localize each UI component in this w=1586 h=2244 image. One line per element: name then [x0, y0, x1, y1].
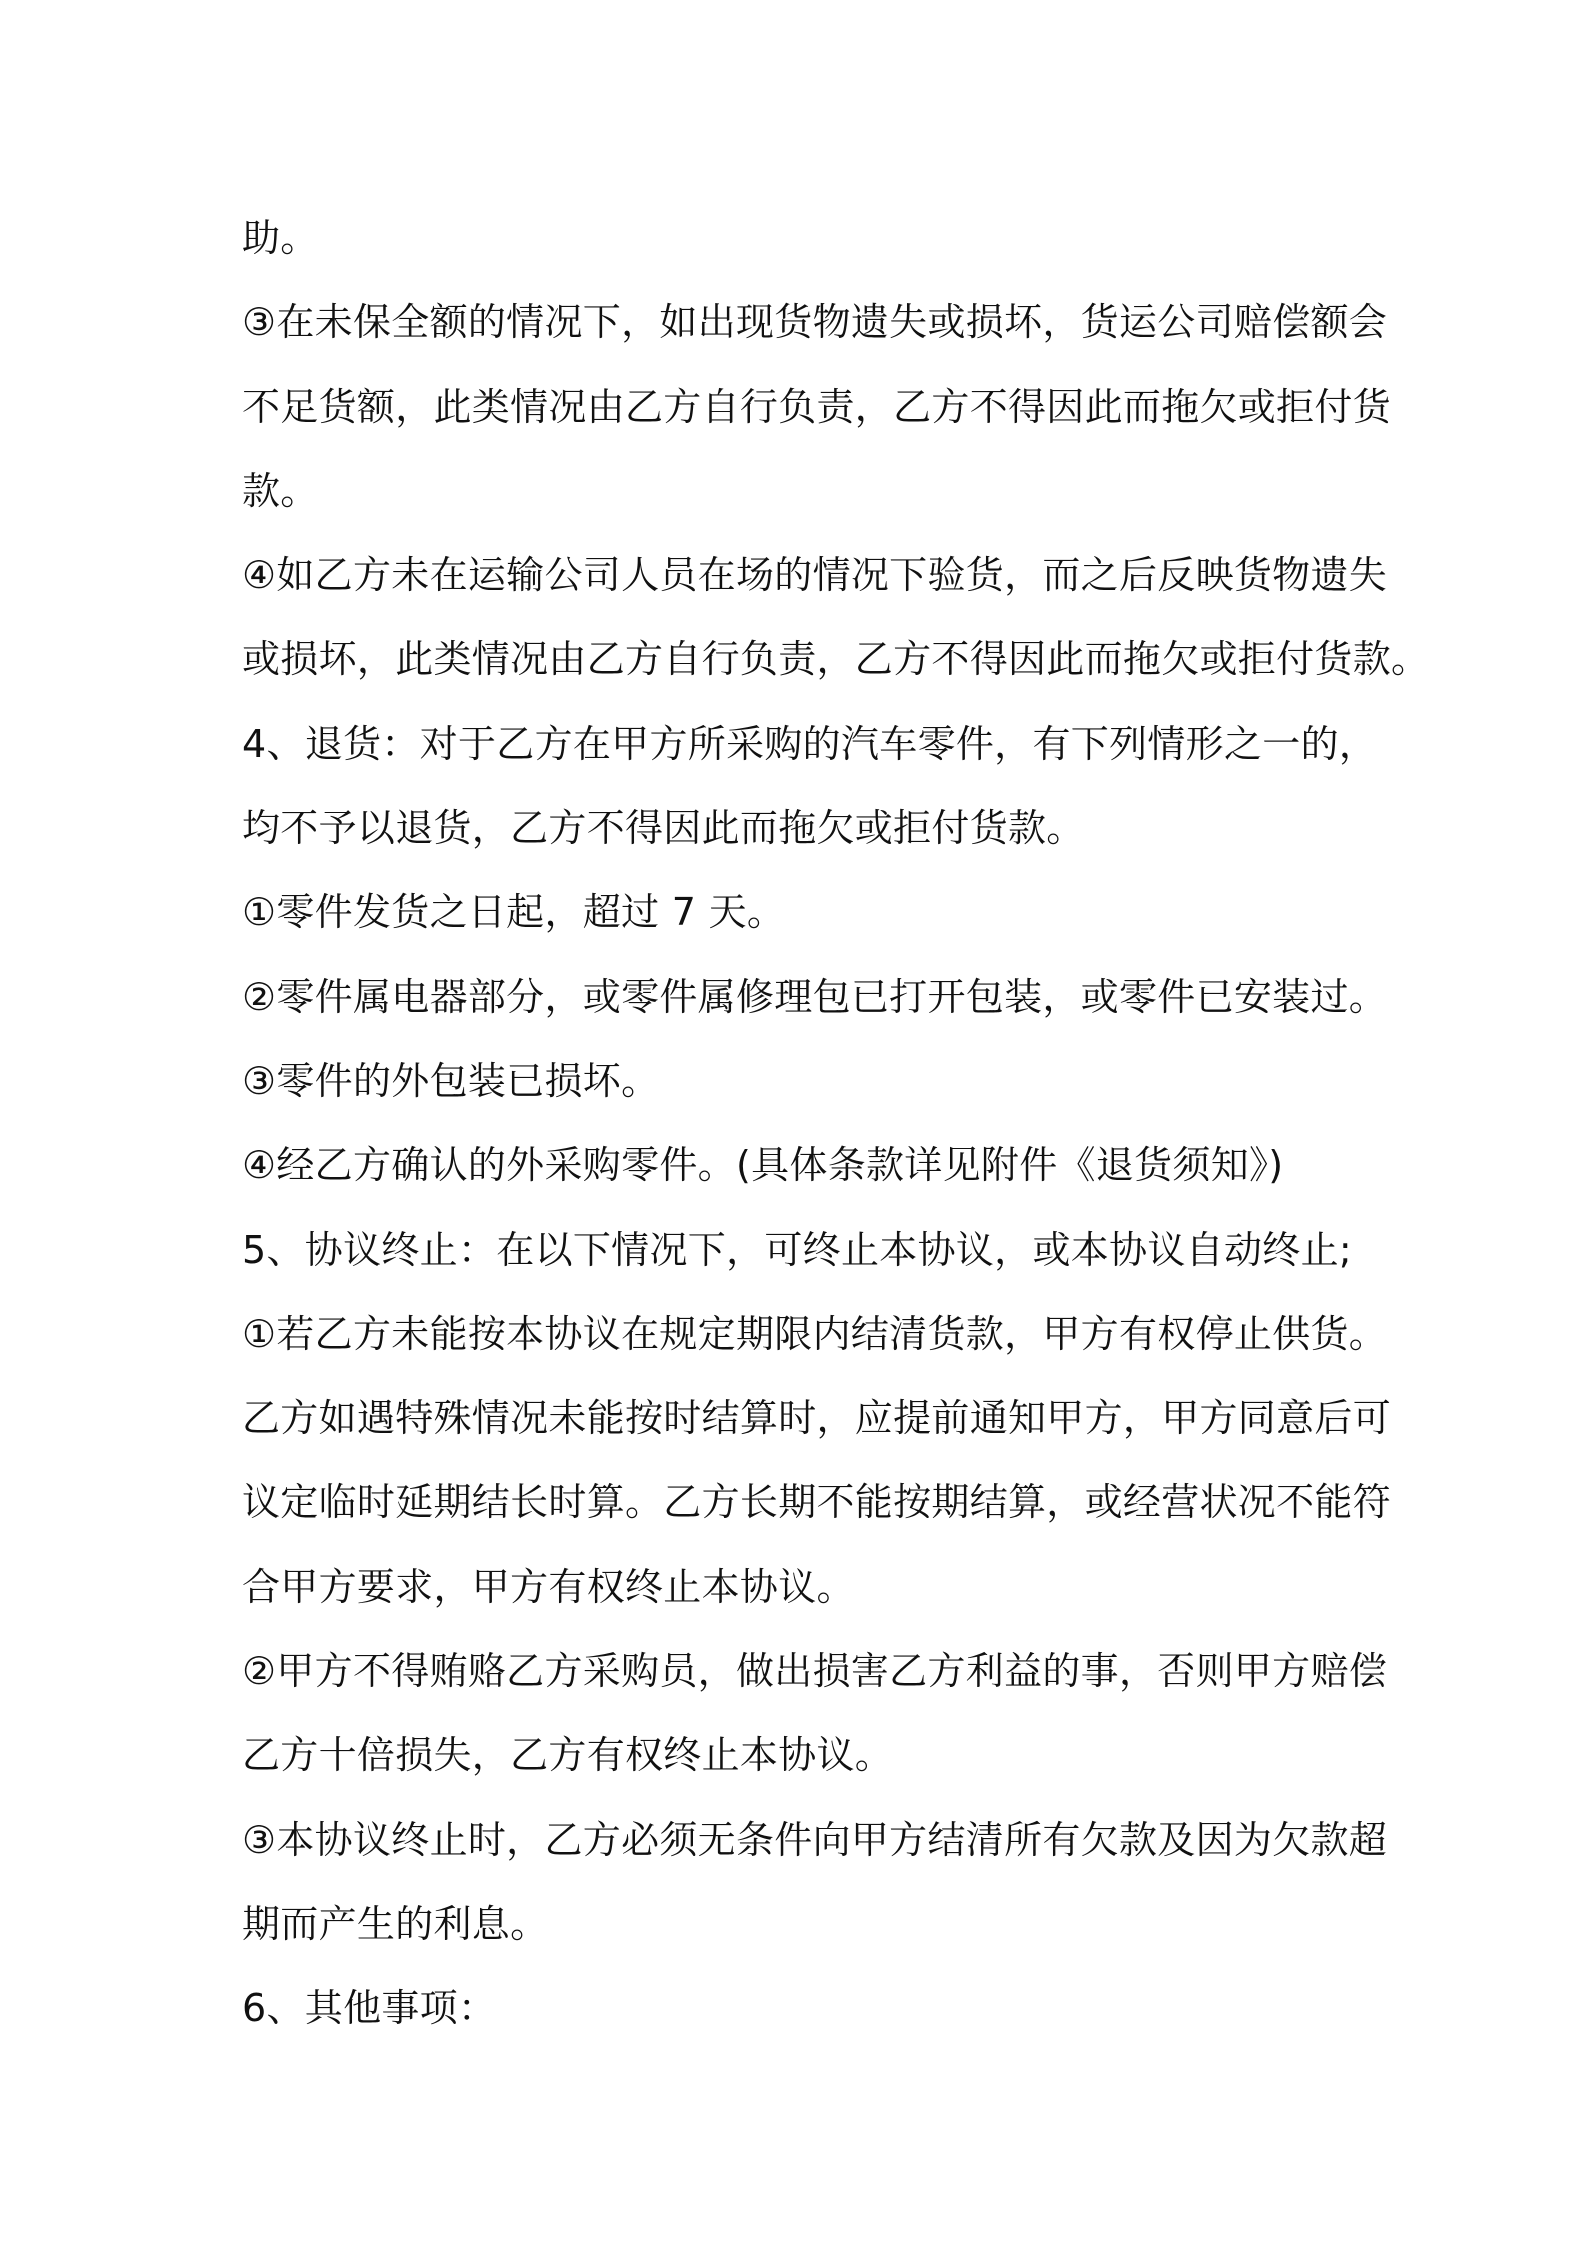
text-line: 助。	[242, 216, 319, 260]
text-line: 不足货额，此类情况由乙方自行负责，乙方不得因此而拖欠或拒付货	[242, 384, 1392, 429]
text-line: 期而产生的利息。	[242, 1901, 549, 1946]
text-line: 或损坏，此类情况由乙方自行负责，乙方不得因此而拖欠或拒付货款。	[242, 637, 1430, 682]
text-line: ②零件属电器部分，或零件属修理包已打开包装，或零件已安装过。	[242, 974, 1388, 1019]
text-line: 乙方如遇特殊情况未能按时结算时，应提前通知甲方，甲方同意后可	[242, 1396, 1392, 1441]
text-line: ①若乙方未能按本协议在规定期限内结清货款，甲方有权停止供货。	[242, 1311, 1388, 1356]
text-line: 乙方十倍损失，乙方有权终止本协议。	[242, 1733, 894, 1778]
text-line: ②甲方不得贿赂乙方采购员，做出损害乙方利益的事，否则甲方赔偿	[242, 1649, 1388, 1694]
section-heading-6: 6、其他事项：	[242, 1986, 497, 2031]
document-body	[242, 196, 1430, 2051]
text-line: ③零件的外包装已损坏。	[242, 1058, 660, 1103]
text-line: ③在未保全额的情况下，如出现货物遗失或损坏，货运公司赔偿额会	[242, 300, 1388, 345]
text-line: ①零件发货之日起，超过 7 天。	[242, 890, 786, 935]
text-line: ④经乙方确认的外采购零件。(具体条款详见附件《退货须知》)	[242, 1143, 1284, 1188]
text-line: 合甲方要求，甲方有权终止本协议。	[242, 1564, 855, 1609]
text-line: 均不予以退货，乙方不得因此而拖欠或拒付货款。	[242, 806, 1085, 851]
section-heading-5: 5、协议终止：在以下情况下，可终止本协议，或本协议自动终止;	[242, 1227, 1352, 1272]
text-line: 款。	[242, 468, 319, 513]
section-heading-4: 4、退货：对于乙方在甲方所采购的汽车零件，有下列情形之一的，	[242, 721, 1378, 766]
text-line: 议定临时延期结长时算。乙方长期不能按期结算，或经营状况不能符	[242, 1480, 1392, 1525]
text-line: ③本协议终止时，乙方必须无条件向甲方结清所有欠款及因为欠款超	[242, 1817, 1388, 1862]
text-line: ④如乙方未在运输公司人员在场的情况下验货，而之后反映货物遗失	[242, 553, 1388, 598]
